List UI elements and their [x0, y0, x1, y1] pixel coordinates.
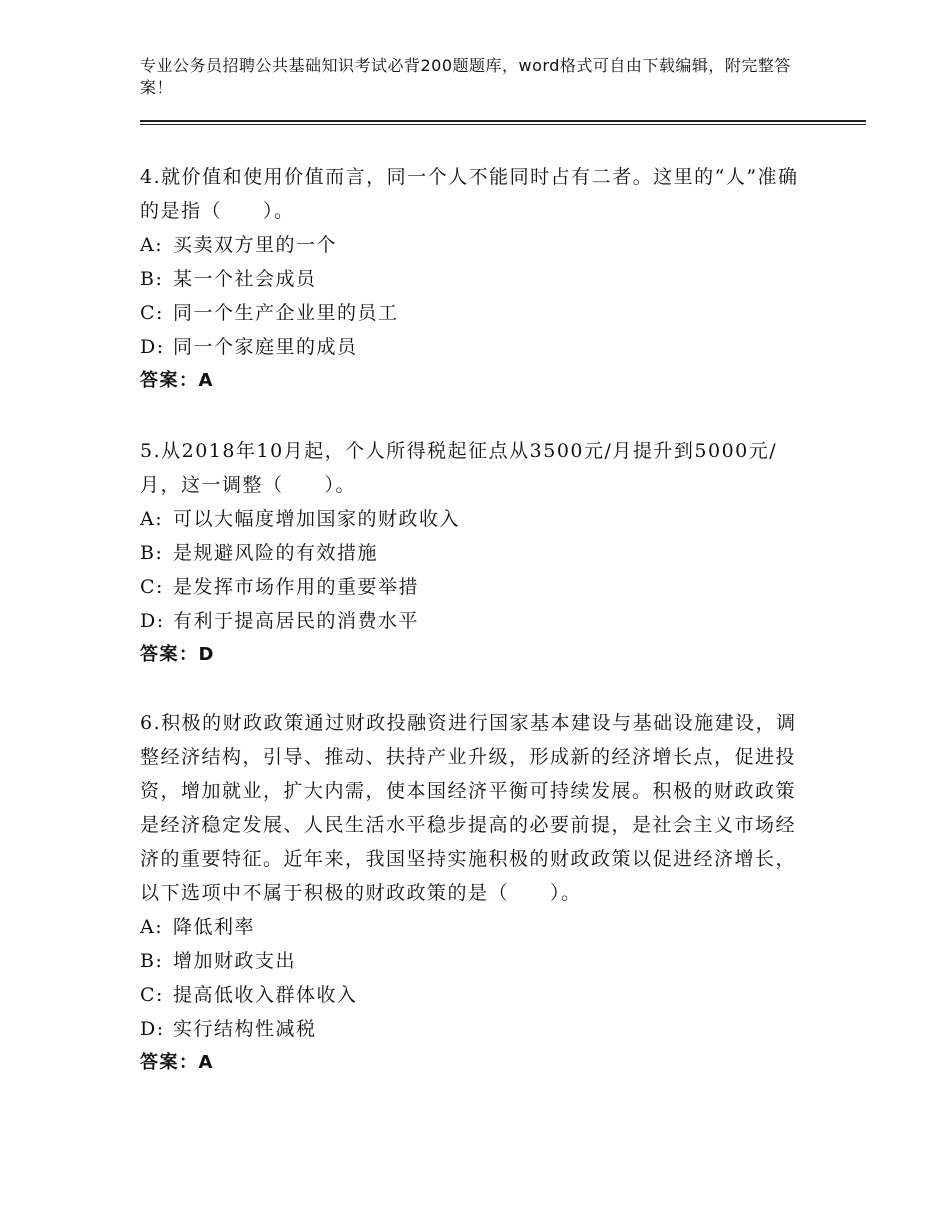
option-letter: D:	[140, 336, 165, 358]
option-text: 实行结构性减税	[173, 1018, 317, 1040]
option-letter: A:	[140, 916, 164, 938]
question-stem: 5.从2018年10月起，个人所得税起征点从3500元/月提升到5000元/月，这一调整（ ）。	[140, 440, 778, 496]
question-stem: 4.就价值和使用价值而言，同一个人不能同时占有二者。这里的“人”准确的是指（ ）。	[140, 166, 799, 222]
option-letter: A:	[140, 234, 164, 256]
answer: 答案：A	[140, 1052, 214, 1073]
option-b	[140, 944, 800, 978]
option-letter: C:	[140, 984, 164, 1006]
option-letter: C:	[140, 302, 164, 324]
option-letter: C:	[140, 576, 164, 598]
option-text: 是规避风险的有效措施	[173, 542, 379, 564]
option-c	[140, 296, 800, 330]
header-divider-thick	[140, 120, 866, 122]
option-c	[140, 570, 800, 604]
question-stem: 6.积极的财政政策通过财政投融资进行国家基本建设与基础设施建设，调整经济结构，引导、推动、扶持产业升级，形成新的经济增长点，促进投资，增加就业，扩大内需，使本国经济平衡可持续发展。积极的财政政策是经济稳定发展、人民生活水平稳步提高的必要前提，是社会主义市场经济的重要特征。近年来，我国坚持实施积极的财政政策以促进经济增长，以下选项中不属于积极的财政政策的是（ ）。	[140, 712, 797, 904]
header-title: 专业公务员招聘公共基础知识考试必背200题题库，word格式可自由下载编辑，附完整答案！	[140, 56, 791, 97]
option-text: 某一个社会成员	[173, 268, 317, 290]
question-6	[140, 706, 800, 1080]
option-d	[140, 604, 800, 638]
option-text: 同一个生产企业里的员工	[173, 302, 399, 324]
option-a	[140, 502, 800, 536]
option-c	[140, 978, 800, 1012]
option-letter: D:	[140, 610, 165, 632]
option-d	[140, 1012, 800, 1046]
header-divider-thin	[140, 124, 866, 125]
answer: 答案：D	[140, 644, 215, 665]
option-b	[140, 262, 800, 296]
option-text: 提高低收入群体收入	[173, 984, 358, 1006]
option-letter: A:	[140, 508, 164, 530]
option-b	[140, 536, 800, 570]
option-text: 降低利率	[173, 916, 256, 938]
option-text: 有利于提高居民的消费水平	[173, 610, 420, 632]
question-4	[140, 160, 800, 398]
option-letter: B:	[140, 950, 164, 972]
document-header	[140, 55, 820, 99]
option-text: 同一个家庭里的成员	[173, 336, 358, 358]
option-text: 增加财政支出	[173, 950, 297, 972]
option-a	[140, 910, 800, 944]
option-letter: D:	[140, 1018, 165, 1040]
answer: 答案：A	[140, 370, 214, 391]
option-letter: B:	[140, 268, 164, 290]
option-text: 买卖双方里的一个	[173, 234, 338, 256]
option-text: 是发挥市场作用的重要举措	[173, 576, 420, 598]
option-a	[140, 228, 800, 262]
option-text: 可以大幅度增加国家的财政收入	[173, 508, 461, 530]
option-letter: B:	[140, 542, 164, 564]
question-5	[140, 434, 800, 672]
option-d	[140, 330, 800, 364]
